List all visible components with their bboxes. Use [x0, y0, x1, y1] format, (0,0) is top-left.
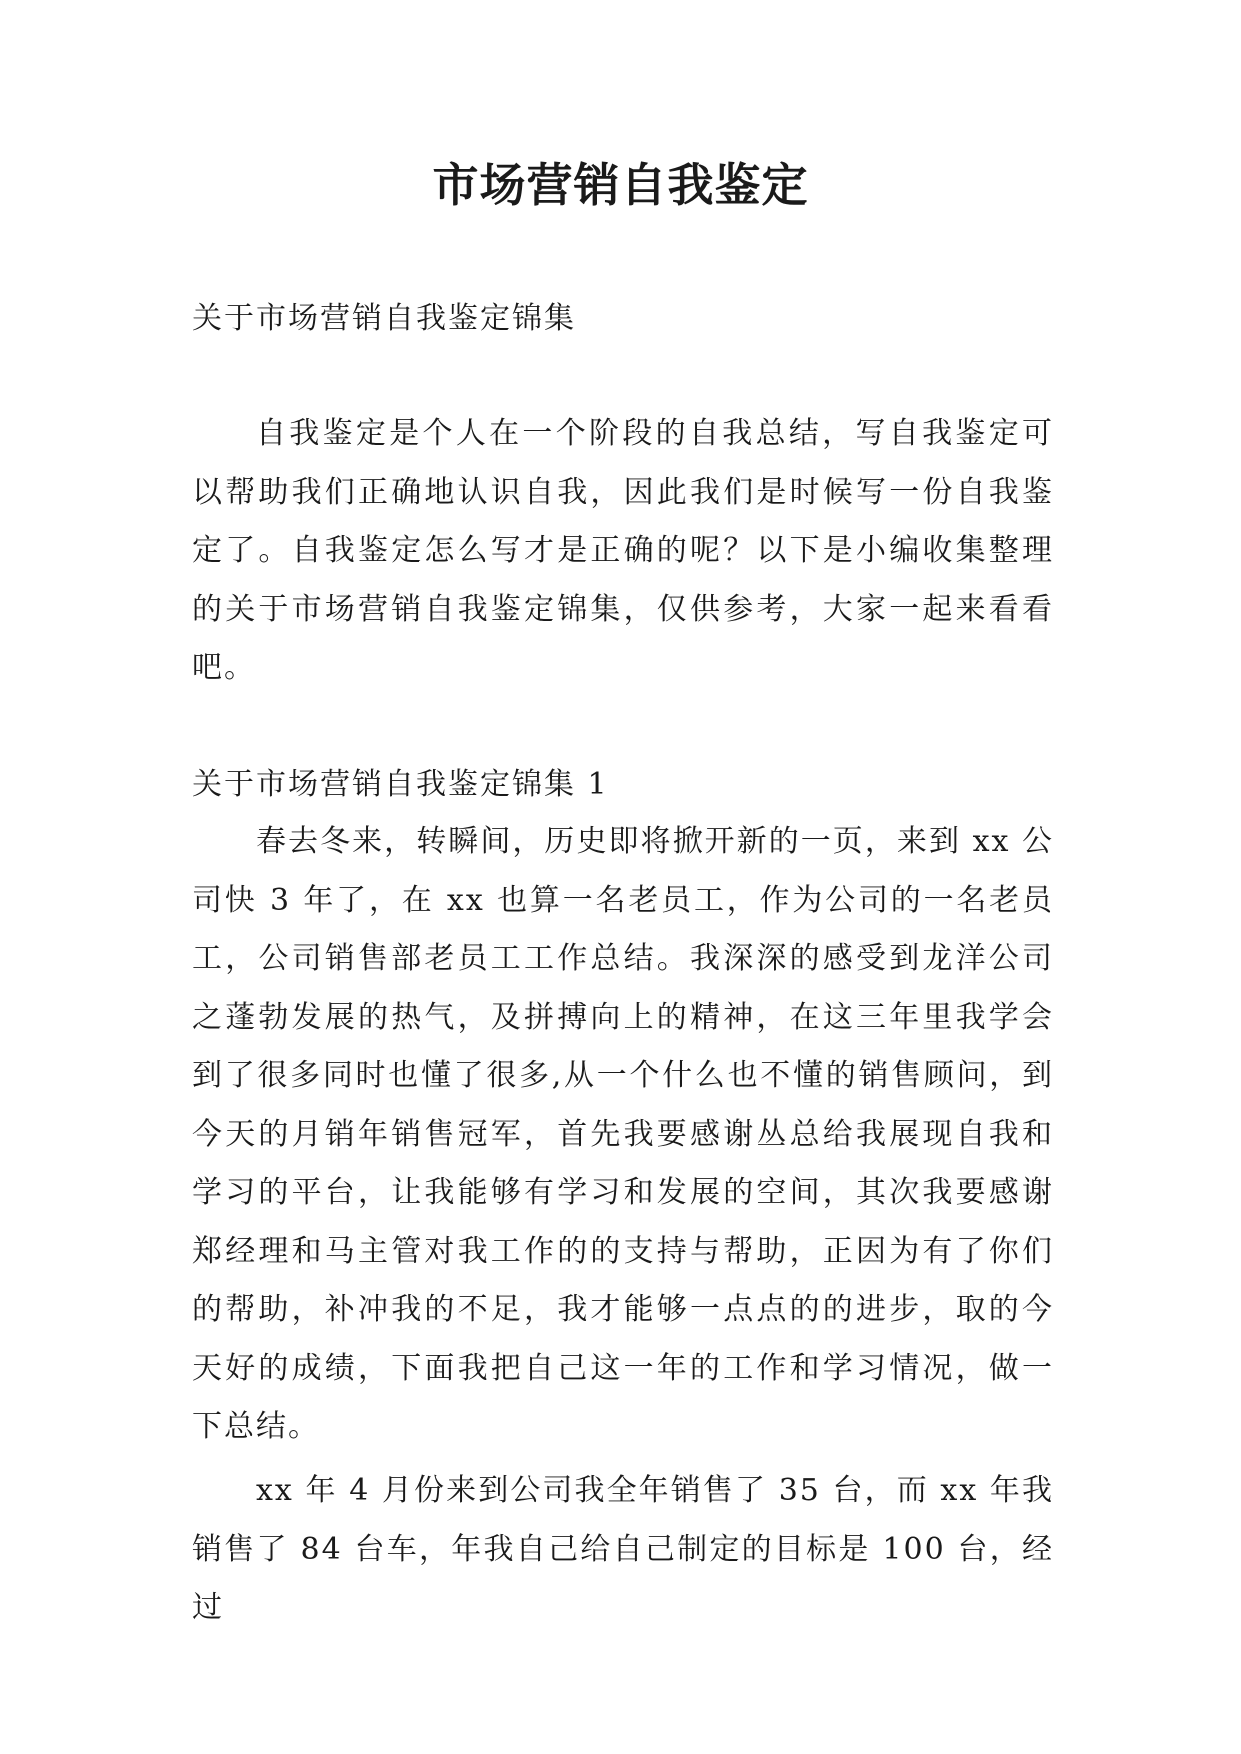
document-title: 市场营销自我鉴定 — [432, 158, 809, 212]
body-paragraph: 春去冬来，转瞬间，历史即将掀开新的一页，来到 xx 公司快 3 年了，在 xx 也算一名老员工，作为公司的一名老员工，公司销售部老员工工作总结。我深深的感受到龙洋公司之蓬勃发展的热气，及拼搏向上的精神，在这三年里我学会到了很多同时也懂了很多,从一个什么也不懂的销售顾问，到今天的月销年销售冠军，首先我要感谢丛总给我展现自我和学习的平台，让我能够有学习和发展的空间，其次我要感谢郑经理和马主管对我工作的的支持与帮助，正因为有了你们的帮助，补冲我的不足，我才能够一点点的的进步，取的今天好的成绩，下面我把自己这一年的工作和学习情况，做一下总结。 — [192, 824, 1054, 1444]
document-subtitle: 关于市场营销自我鉴定锦集 — [192, 301, 576, 336]
intro-paragraph: 自我鉴定是个人在一个阶段的自我总结，写自我鉴定可以帮助我们正确地认识自我，因此我们是时候写一份自我鉴定了。自我鉴定怎么写才是正确的呢？以下是小编收集整理的关于市场营销自我鉴定锦集，仅供参考，大家一起来看看吧。 — [192, 416, 1054, 685]
body-paragraph: xx 年 4 月份来到公司我全年销售了 35 台，而 xx 年我销售了 84 台车，年我自己给自己制定的目标是 100 台，经过 — [192, 1473, 1054, 1625]
section-heading: 关于市场营销自我鉴定锦集 1 — [192, 767, 609, 802]
